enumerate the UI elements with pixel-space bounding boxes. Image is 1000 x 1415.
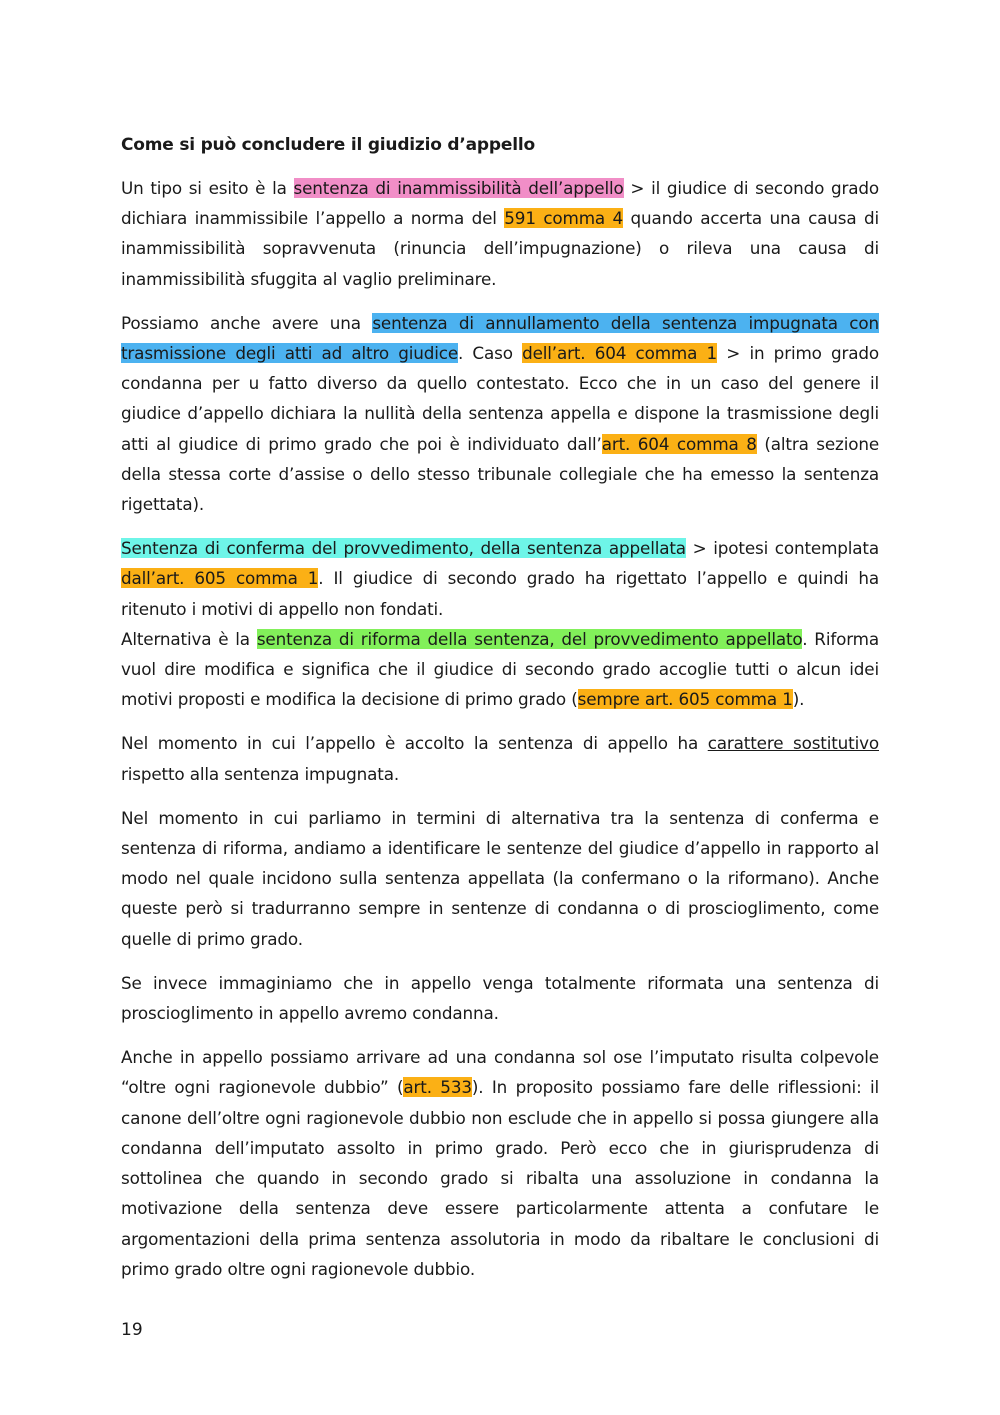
highlight-pink: sentenza di inammissibilità dell’appello	[293, 178, 624, 198]
paragraph-3	[121, 533, 879, 624]
highlight-orange: dell’art. 604 comma 1	[522, 343, 718, 364]
text: > in primo grado condanna per u fatto diverso da quello contestato. Ecco che in un caso del genere il giudice d’appello dichiara la nullità della sentenza appella e dispone la trasmissione degli atti al giudice di primo grado che poi è individuato dall’	[121, 343, 880, 454]
text: quando accerta una causa di inammissibilità sopravvenuta (rinuncia dell’impugnazione) o rileva una causa di inammissibilità sfuggita al vaglio preliminare.	[121, 208, 880, 289]
document-body	[121, 130, 879, 1284]
text: Un tipo si esito è la	[121, 178, 294, 198]
text: > ipotesi contemplata	[685, 538, 879, 559]
text: Nel momento in cui l’appello è accolto la sentenza di appello ha	[121, 733, 708, 754]
highlight-blue: sentenza di annullamento della sentenza impugnata con trasmissione degli atti ad altro giudice	[121, 312, 879, 364]
highlight-orange: dall’art. 605 comma 1	[121, 568, 319, 589]
underlined-text: carattere sostitutivo	[707, 733, 879, 754]
text: > il giudice di secondo grado dichiara inammissibile l’appello a norma del	[121, 178, 879, 229]
page-number: 19	[121, 1320, 143, 1340]
paragraph-6: Nel momento in cui parliamo in termini di alternativa tra la sentenza di conferma e sentenza di riforma, andiamo a identificare le sentenze del giudice d’appello in rapporto al modo nel quale incidono sulla sentenza appellata (la confermano o la riformano). Anche queste però si tradurranno sempre in sentenze di condanna o di proscioglimento, come quelle di primo grado.	[121, 807, 879, 949]
paragraph-5	[121, 728, 879, 788]
text: Alternativa è la	[121, 628, 257, 649]
section-title: Come si può concludere il giudizio d’appello	[121, 135, 535, 155]
text: Anche in appello possiamo arrivare ad una condanna sol ose l’imputato risulta colpevole “oltre ogni ragionevole dubbio” (	[121, 1047, 879, 1098]
text: rispetto alla sentenza impugnata.	[121, 763, 400, 784]
highlight-cyan: Sentenza di conferma del provvedimento, della sentenza appellata	[121, 538, 686, 559]
paragraph-4	[121, 624, 879, 715]
highlight-green: sentenza di riforma della sentenza, del provvedimento appellato	[256, 628, 803, 649]
text: ). In proposito possiamo fare delle riflessioni: il canone dell’oltre ogni ragionevole dubbio non esclude che in appello si possa giungere alla condanna dell’imputato assolto in primo grado. Però ecco che in giurisprudenza di sottolinea che quando in secondo grado si ribalta una assoluzione in condanna la motivazione della sentenza deve essere particolarmente attenta a confutare le argomentazioni della prima sentenza assolutoria in modo da ribaltare le conclusioni di primo grado oltre ogni ragionevole dubbio.	[121, 1077, 880, 1279]
text: (altra sezione della stessa corte d’assise o dello stesso tribunale collegiale che ha emesso la sentenza rigettata).	[121, 433, 879, 515]
text: . Il giudice di secondo grado ha rigettato l’appello e quindi ha ritenuto i motivi di appello non fondati.	[121, 568, 879, 619]
text: Possiamo anche avere una	[121, 312, 373, 333]
highlight-orange: 591 comma 4	[504, 208, 624, 229]
highlight-orange: sempre art. 605 comma 1	[577, 689, 793, 710]
paragraph-1	[121, 173, 879, 294]
highlight-orange: art. 533	[403, 1077, 472, 1098]
paragraph-7: Se invece immaginiamo che in appello venga totalmente riformata una sentenza di proscioglimento in appello avremo condanna.	[121, 972, 879, 1024]
text: . Riforma vuol dire modifica e significa che il giudice di secondo grado accoglie tutti o alcun idei motivi proposti e modifica la decisione di primo grado (	[121, 628, 879, 710]
highlight-orange: art. 604 comma 8	[601, 433, 757, 454]
paragraph-2	[121, 308, 879, 519]
text: . Caso	[458, 343, 523, 364]
paragraph-8	[121, 1042, 879, 1284]
text: ).	[792, 689, 805, 710]
